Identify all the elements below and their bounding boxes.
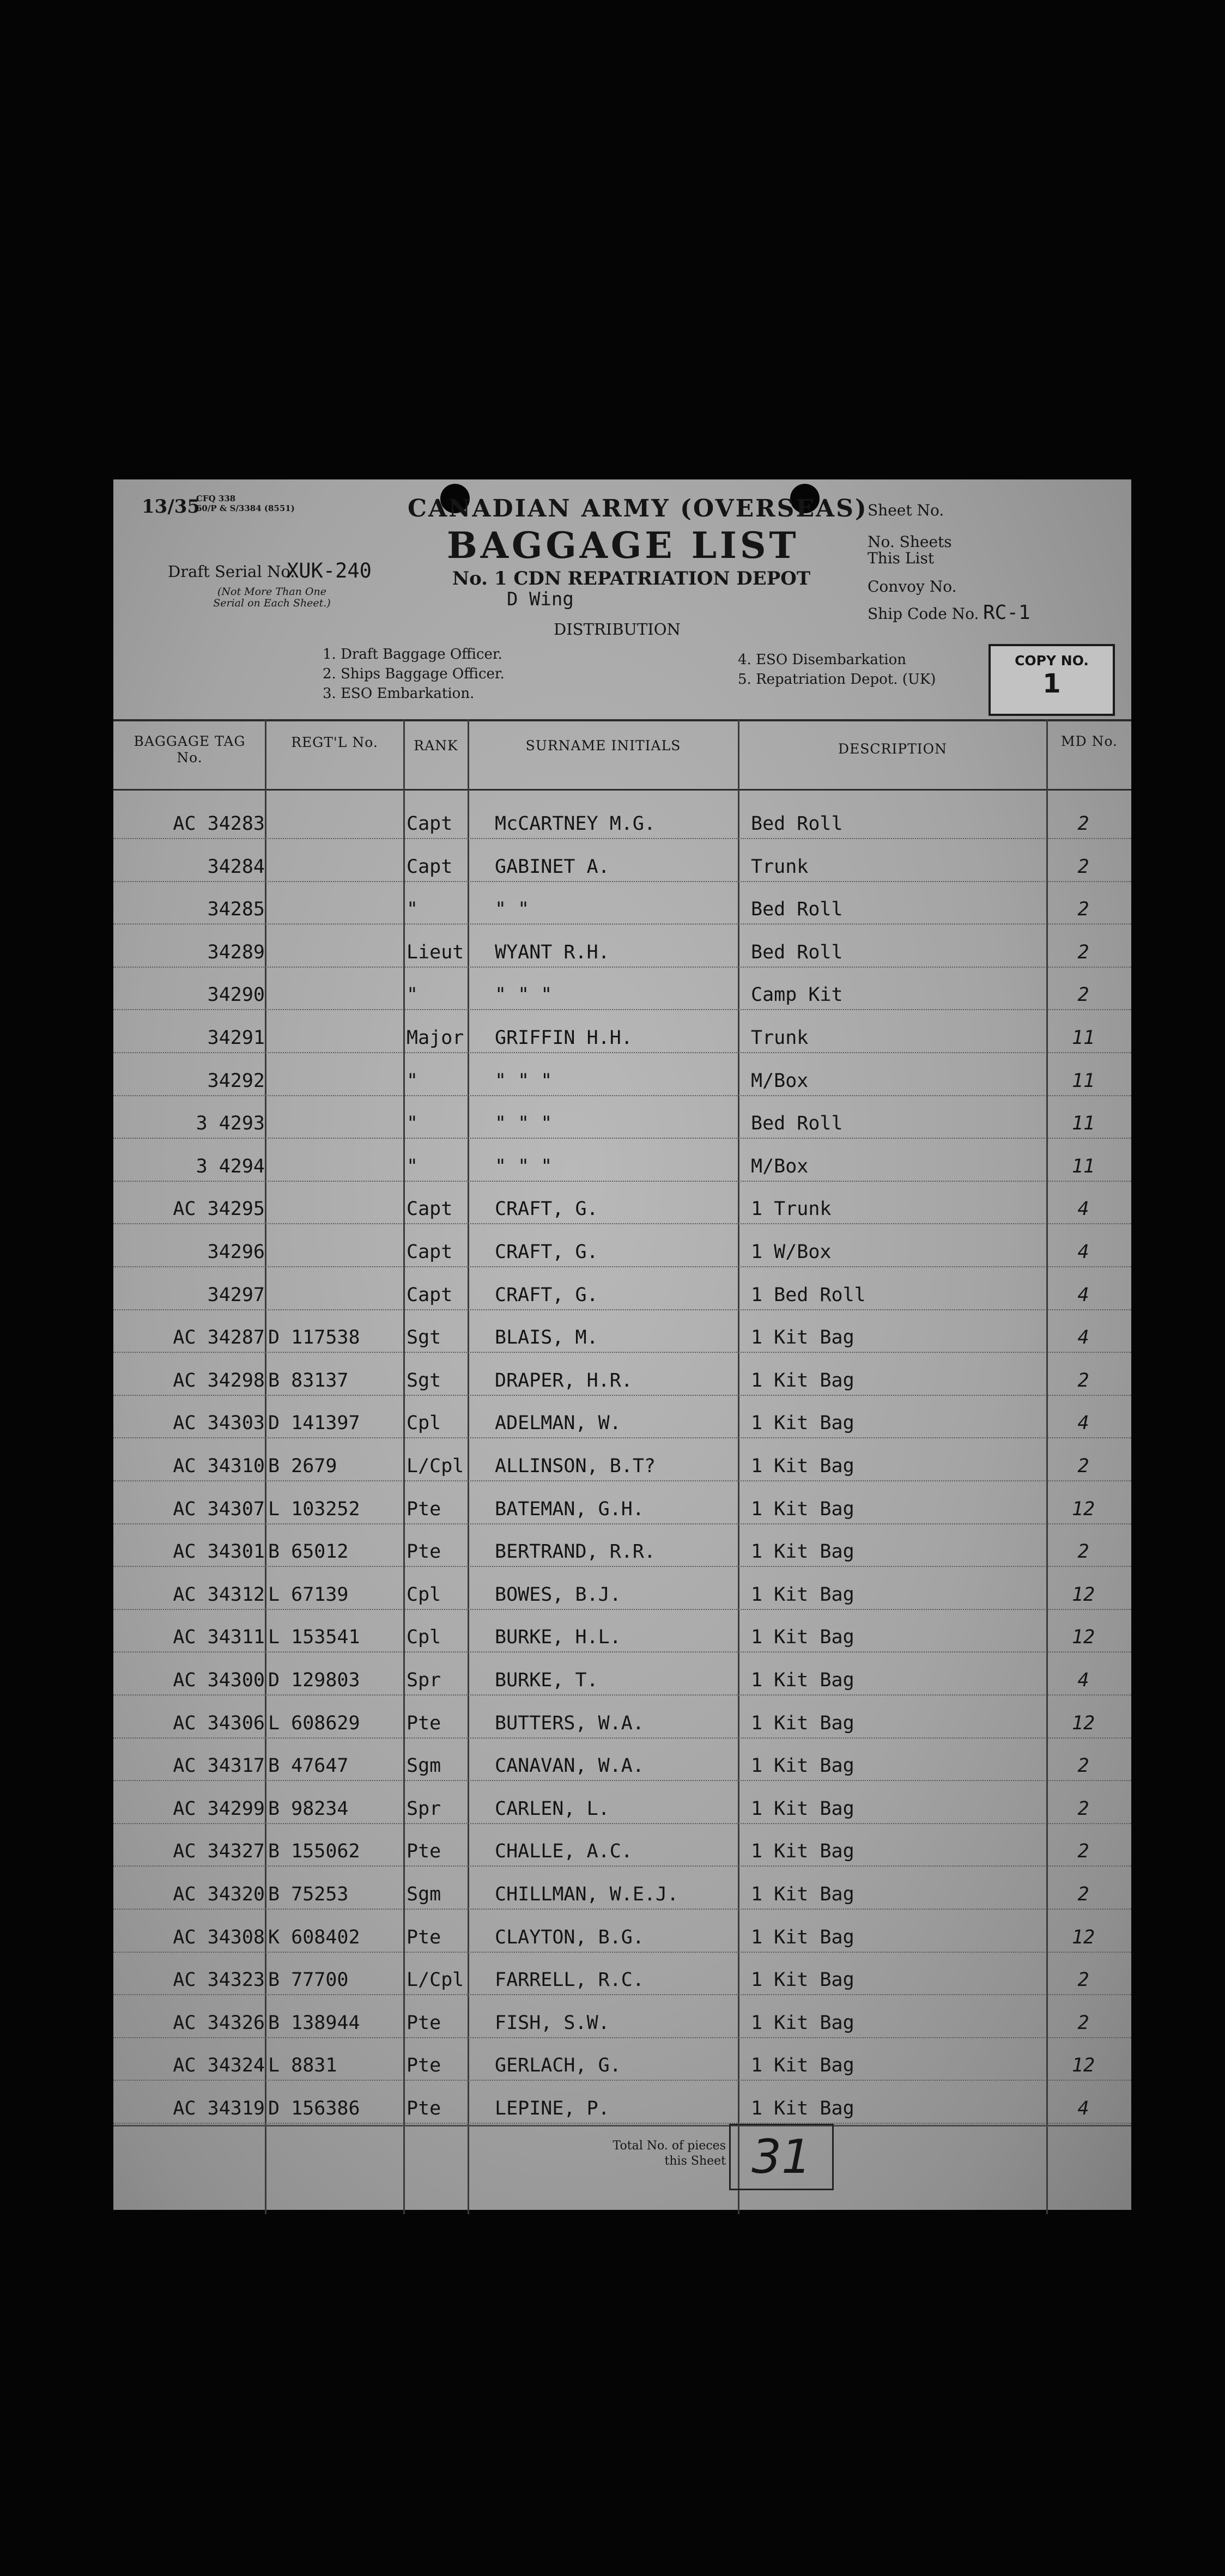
- surname-initials-cell: GERLACH, G.: [495, 2055, 621, 2077]
- surname-initials-cell: ADELMAN, W.: [495, 1412, 621, 1435]
- md-number-cell: 2: [1077, 1884, 1089, 1905]
- rank-cell: Capt: [407, 1284, 453, 1306]
- surname-initials-cell: " ": [495, 898, 530, 921]
- regimental-number-cell: B 155062: [268, 1840, 360, 1863]
- md-number-cell: 2: [1077, 1755, 1089, 1777]
- baggage-tag-cell: 3 4294: [196, 1155, 265, 1177]
- surname-initials-cell: McCARTNEY M.G.: [495, 813, 656, 835]
- md-number-cell: 2: [1077, 1369, 1089, 1392]
- surname-initials-cell: CARLEN, L.: [495, 1797, 610, 1820]
- surname-initials-cell: BUTTERS, W.A.: [495, 1712, 644, 1734]
- table-row: [113, 1568, 1131, 1610]
- md-number-cell: 2: [1077, 898, 1089, 921]
- surname-initials-cell: BURKE, T.: [495, 1669, 598, 1691]
- regimental-number-cell: B 83137: [268, 1369, 349, 1392]
- md-number-cell: 12: [1071, 1626, 1095, 1649]
- md-number-cell: 2: [1077, 813, 1089, 835]
- md-number-cell: 4: [1077, 1412, 1089, 1435]
- description-cell: Bed Roll: [751, 1113, 843, 1135]
- regimental-number-cell: L 608629: [268, 1712, 360, 1734]
- distribution-item: 2. Ships Baggage Officer.: [323, 666, 505, 682]
- table-row: [113, 1739, 1131, 1781]
- rank-cell: Pte: [407, 1541, 441, 1563]
- ship-code-label: Ship Code No.: [868, 605, 979, 623]
- table-row: [113, 1310, 1131, 1353]
- regimental-number-cell: L 8831: [268, 2055, 337, 2077]
- rank-cell: Major: [407, 1027, 464, 1049]
- description-cell: Bed Roll: [751, 941, 843, 963]
- baggage-tag-cell: 34284: [207, 855, 265, 878]
- draft-serial-value: XUK-240: [287, 559, 372, 582]
- rank-cell: Pte: [407, 1840, 441, 1863]
- table-row: [113, 1610, 1131, 1652]
- baggage-tag-cell: AC 34300: [173, 1669, 265, 1691]
- regimental-number-cell: K 608402: [268, 1926, 360, 1948]
- baggage-tag-cell: 34289: [207, 941, 265, 963]
- description-cell: Trunk: [751, 1027, 809, 1049]
- description-cell: 1 Kit Bag: [751, 2012, 854, 2034]
- surname-initials-cell: BLAIS, M.: [495, 1327, 598, 1349]
- ship-code-value: RC-1: [983, 602, 1030, 624]
- surname-initials-cell: BOWES, B.J.: [495, 1583, 621, 1606]
- table-row: [113, 1353, 1131, 1396]
- md-number-cell: 2: [1077, 1797, 1089, 1820]
- regimental-number-cell: B 77700: [268, 1969, 349, 1991]
- description-cell: 1 Bed Roll: [751, 1284, 866, 1306]
- table-row: [113, 1910, 1131, 1953]
- description-cell: 1 Kit Bag: [751, 1583, 854, 1606]
- surname-initials-cell: GRIFFIN H.H.: [495, 1027, 633, 1049]
- baggage-tag-cell: AC 34317: [173, 1755, 265, 1777]
- surname-initials-cell: CRAFT, G.: [495, 1284, 598, 1306]
- rank-cell: Sgm: [407, 1884, 441, 1905]
- baggage-tag-cell: AC 34311: [173, 1626, 265, 1649]
- baggage-tag-cell: AC 34303: [173, 1412, 265, 1435]
- distribution-item: 3. ESO Embarkation.: [323, 685, 475, 702]
- md-number-cell: 2: [1077, 1840, 1089, 1863]
- rank-cell: Capt: [407, 855, 453, 878]
- md-number-cell: 11: [1071, 1113, 1095, 1135]
- md-number-cell: 2: [1077, 1541, 1089, 1563]
- table-row: [113, 1524, 1131, 1567]
- description-cell: 1 Kit Bag: [751, 1840, 854, 1863]
- table-row: [113, 1182, 1131, 1224]
- draft-serial-note: (Not More Than One Serial on Each Sheet.): [213, 586, 331, 609]
- regimental-number-cell: D 156386: [268, 2098, 360, 2119]
- table-row: [113, 1268, 1131, 1310]
- total-pieces-label: Total No. of pieces: [612, 2139, 726, 2153]
- description-cell: Trunk: [751, 855, 809, 878]
- description-cell: 1 Kit Bag: [751, 1369, 854, 1392]
- distribution-item: 1. Draft Baggage Officer.: [323, 646, 502, 663]
- surname-initials-cell: BERTRAND, R.R.: [495, 1541, 656, 1563]
- md-number-cell: 2: [1077, 855, 1089, 878]
- surname-initials-cell: CRAFT, G.: [495, 1198, 598, 1220]
- table-row: [113, 1653, 1131, 1696]
- baggage-tag-cell: AC 34308: [173, 1926, 265, 1948]
- description-cell: 1 W/Box: [751, 1241, 832, 1263]
- column-header-tag: BAGGAGE TAG No.: [134, 733, 246, 765]
- md-number-cell: 11: [1071, 1070, 1095, 1092]
- description-cell: 1 Trunk: [751, 1198, 832, 1220]
- regimental-number-cell: B 2679: [268, 1455, 337, 1477]
- baggage-tag-cell: 34291: [207, 1027, 265, 1049]
- column-header-regt: REGT'L No.: [291, 734, 378, 750]
- baggage-tag-cell: 34285: [207, 898, 265, 921]
- surname-initials-cell: CHALLE, A.C.: [495, 1840, 633, 1863]
- form-code: CFQ 338: [196, 494, 236, 503]
- description-cell: 1 Kit Bag: [751, 1884, 854, 1905]
- description-cell: Bed Roll: [751, 813, 843, 835]
- table-row: [113, 1996, 1131, 2038]
- surname-initials-cell: FISH, S.W.: [495, 2012, 610, 2034]
- regimental-number-cell: L 153541: [268, 1626, 360, 1649]
- table-row: [113, 1396, 1131, 1438]
- table-row: [113, 1439, 1131, 1481]
- table-row: [113, 2038, 1131, 2081]
- baggage-tag-cell: AC 34283: [173, 813, 265, 835]
- rank-cell: Capt: [407, 1198, 453, 1220]
- md-number-cell: 12: [1071, 1926, 1095, 1948]
- table-row: [113, 1011, 1131, 1053]
- regimental-number-cell: B 98234: [268, 1797, 349, 1820]
- regimental-number-cell: B 75253: [268, 1884, 349, 1905]
- table-row: [113, 2081, 1131, 2124]
- rank-cell: ": [407, 898, 419, 921]
- baggage-tag-cell: AC 34306: [173, 1712, 265, 1734]
- regimental-number-cell: B 138944: [268, 2012, 360, 2034]
- column-header-description: DESCRIPTION: [838, 741, 947, 757]
- baggage-tag-cell: AC 34310: [173, 1455, 265, 1477]
- rank-cell: Pte: [407, 1712, 441, 1734]
- copy-number-label: COPY NO.: [1015, 653, 1089, 669]
- rank-cell: Cpl: [407, 1626, 441, 1649]
- baggage-tag-cell: AC 34324: [173, 2055, 265, 2077]
- regimental-number-cell: L 67139: [268, 1583, 349, 1606]
- rank-cell: Sgt: [407, 1327, 441, 1349]
- table-bottom-rule: [113, 2125, 1131, 2127]
- rank-cell: Spr: [407, 1797, 441, 1820]
- rank-cell: ": [407, 984, 419, 1006]
- md-number-cell: 12: [1071, 1583, 1095, 1606]
- baggage-tag-cell: AC 34301: [173, 1541, 265, 1563]
- description-cell: 1 Kit Bag: [751, 1412, 854, 1435]
- rank-cell: Pte: [407, 2012, 441, 2034]
- surname-initials-cell: " " ": [495, 984, 553, 1006]
- copy-number-value: 1: [1042, 669, 1061, 699]
- baggage-tag-cell: 34292: [207, 1070, 265, 1092]
- description-cell: 1 Kit Bag: [751, 1797, 854, 1820]
- rank-cell: Pte: [407, 2098, 441, 2119]
- description-cell: M/Box: [751, 1070, 809, 1092]
- table-row: [113, 1054, 1131, 1096]
- surname-initials-cell: DRAPER, H.R.: [495, 1369, 633, 1392]
- table-row: [113, 1096, 1131, 1139]
- copy-number-box: [989, 644, 1115, 716]
- draft-serial-label: Draft Serial No.: [168, 562, 295, 581]
- form-reference: 60/P & S/3384 (8551): [196, 503, 295, 513]
- rank-cell: L/Cpl: [407, 1455, 464, 1477]
- md-number-cell: 2: [1077, 984, 1089, 1006]
- md-number-cell: 2: [1077, 1455, 1089, 1477]
- unit-wing: D Wing: [507, 588, 574, 610]
- md-number-cell: 4: [1077, 2098, 1089, 2119]
- table-row: [113, 1139, 1131, 1182]
- description-cell: 1 Kit Bag: [751, 1969, 854, 1991]
- title-top: CANADIAN ARMY (OVERSEAS): [408, 495, 868, 523]
- description-cell: 1 Kit Bag: [751, 1498, 854, 1520]
- surname-initials-cell: FARRELL, R.C.: [495, 1969, 644, 1991]
- table-row: [113, 1782, 1131, 1824]
- distribution-heading: DISTRIBUTION: [554, 620, 681, 639]
- md-number-cell: 12: [1071, 1712, 1095, 1734]
- description-cell: 1 Kit Bag: [751, 1626, 854, 1649]
- baggage-tag-cell: AC 34312: [173, 1583, 265, 1606]
- description-cell: 1 Kit Bag: [751, 2055, 854, 2077]
- description-cell: 1 Kit Bag: [751, 1712, 854, 1734]
- baggage-tag-cell: AC 34307: [173, 1498, 265, 1520]
- baggage-tag-cell: AC 34299: [173, 1797, 265, 1820]
- md-number-cell: 12: [1071, 1498, 1095, 1520]
- rank-cell: Pte: [407, 1926, 441, 1948]
- description-cell: 1 Kit Bag: [751, 1669, 854, 1691]
- baggage-tag-cell: AC 34295: [173, 1198, 265, 1220]
- description-cell: 1 Kit Bag: [751, 2098, 854, 2119]
- md-number-cell: 12: [1071, 2055, 1095, 2077]
- table-row: [113, 1225, 1131, 1267]
- table-row: [113, 797, 1131, 839]
- table-row: [113, 1824, 1131, 1867]
- table-row: [113, 840, 1131, 882]
- surname-initials-cell: CRAFT, G.: [495, 1241, 598, 1263]
- form-number: 13/35: [142, 496, 201, 518]
- md-number-cell: 11: [1071, 1155, 1095, 1177]
- md-number-cell: 4: [1077, 1241, 1089, 1263]
- surname-initials-cell: CANAVAN, W.A.: [495, 1755, 644, 1777]
- surname-initials-cell: " " ": [495, 1155, 553, 1177]
- baggage-tag-cell: 34296: [207, 1241, 265, 1263]
- surname-initials-cell: GABINET A.: [495, 855, 610, 878]
- description-cell: Bed Roll: [751, 898, 843, 921]
- description-cell: M/Box: [751, 1155, 809, 1177]
- description-cell: 1 Kit Bag: [751, 1755, 854, 1777]
- md-number-cell: 4: [1077, 1669, 1089, 1691]
- rank-cell: Pte: [407, 2055, 441, 2077]
- column-header-name: SURNAME INITIALS: [525, 738, 681, 754]
- table-row: [113, 968, 1131, 1010]
- description-cell: 1 Kit Bag: [751, 1541, 854, 1563]
- rank-cell: Capt: [407, 1241, 453, 1263]
- regimental-number-cell: D 117538: [268, 1327, 360, 1349]
- baggage-tag-cell: AC 34320: [173, 1884, 265, 1905]
- column-header-md: MD No.: [1060, 733, 1118, 749]
- table-row: [113, 1696, 1131, 1739]
- rank-cell: Spr: [407, 1669, 441, 1691]
- regimental-number-cell: B 47647: [268, 1755, 349, 1777]
- rank-cell: L/Cpl: [407, 1969, 464, 1991]
- md-number-cell: 2: [1077, 941, 1089, 963]
- surname-initials-cell: WYANT R.H.: [495, 941, 610, 963]
- rank-cell: ": [407, 1155, 419, 1177]
- table-row: [113, 925, 1131, 968]
- total-pieces-value: 31: [729, 2124, 834, 2190]
- md-number-cell: 2: [1077, 2012, 1089, 2034]
- baggage-tag-cell: AC 34323: [173, 1969, 265, 1991]
- description-cell: Camp Kit: [751, 984, 843, 1006]
- table-row: [113, 1867, 1131, 1910]
- table-row: [113, 1953, 1131, 1995]
- md-number-cell: 4: [1077, 1284, 1089, 1306]
- rank-cell: ": [407, 1070, 419, 1092]
- table-row: [113, 882, 1131, 925]
- rank-cell: Cpl: [407, 1583, 441, 1606]
- sheets-this-list-label: No. Sheets This List: [868, 533, 952, 567]
- surname-initials-cell: CHILLMAN, W.E.J.: [495, 1884, 679, 1905]
- description-cell: 1 Kit Bag: [751, 1455, 854, 1477]
- surname-initials-cell: CLAYTON, B.G.: [495, 1926, 644, 1948]
- surname-initials-cell: LEPINE, P.: [495, 2098, 610, 2119]
- regimental-number-cell: L 103252: [268, 1498, 360, 1520]
- baggage-tag-cell: AC 34319: [173, 2098, 265, 2119]
- baggage-tag-cell: AC 34327: [173, 1840, 265, 1863]
- description-cell: 1 Kit Bag: [751, 1926, 854, 1948]
- baggage-tag-cell: AC 34287: [173, 1327, 265, 1349]
- md-number-cell: 11: [1071, 1027, 1095, 1049]
- regimental-number-cell: B 65012: [268, 1541, 349, 1563]
- surname-initials-cell: ALLINSON, B.T?: [495, 1455, 656, 1477]
- regimental-number-cell: D 141397: [268, 1412, 360, 1435]
- rank-cell: ": [407, 1113, 419, 1135]
- rank-cell: Cpl: [407, 1412, 441, 1435]
- page-title: BAGGAGE LIST: [447, 524, 799, 567]
- baggage-list-sheet: [113, 479, 1131, 2210]
- total-pieces-label-2: this Sheet: [664, 2154, 726, 2168]
- distribution-item: 5. Repatriation Depot. (UK): [738, 671, 936, 688]
- rank-cell: Capt: [407, 813, 453, 835]
- surname-initials-cell: " " ": [495, 1113, 553, 1135]
- baggage-tag-cell: AC 34326: [173, 2012, 265, 2034]
- regimental-number-cell: D 129803: [268, 1669, 360, 1691]
- column-header-rank: RANK: [414, 738, 458, 754]
- baggage-tag-cell: 34290: [207, 984, 265, 1006]
- rank-cell: Sgm: [407, 1755, 441, 1777]
- surname-initials-cell: " " ": [495, 1070, 553, 1092]
- unit-name: No. 1 CDN REPATRIATION DEPOT: [452, 568, 811, 590]
- md-number-cell: 2: [1077, 1969, 1089, 1991]
- baggage-tag-cell: 3 4293: [196, 1113, 265, 1135]
- distribution-item: 4. ESO Disembarkation: [738, 652, 906, 668]
- rank-cell: Lieut: [407, 941, 464, 963]
- surname-initials-cell: BURKE, H.L.: [495, 1626, 621, 1649]
- baggage-tag-cell: AC 34298: [173, 1369, 265, 1392]
- sheet-no-label: Sheet No.: [868, 501, 944, 519]
- table-row: [113, 1482, 1131, 1524]
- md-number-cell: 4: [1077, 1327, 1089, 1349]
- rank-cell: Sgt: [407, 1369, 441, 1392]
- surname-initials-cell: BATEMAN, G.H.: [495, 1498, 644, 1520]
- convoy-no-label: Convoy No.: [868, 578, 957, 596]
- md-number-cell: 4: [1077, 1198, 1089, 1220]
- baggage-tag-cell: 34297: [207, 1284, 265, 1306]
- rank-cell: Pte: [407, 1498, 441, 1520]
- description-cell: 1 Kit Bag: [751, 1327, 854, 1349]
